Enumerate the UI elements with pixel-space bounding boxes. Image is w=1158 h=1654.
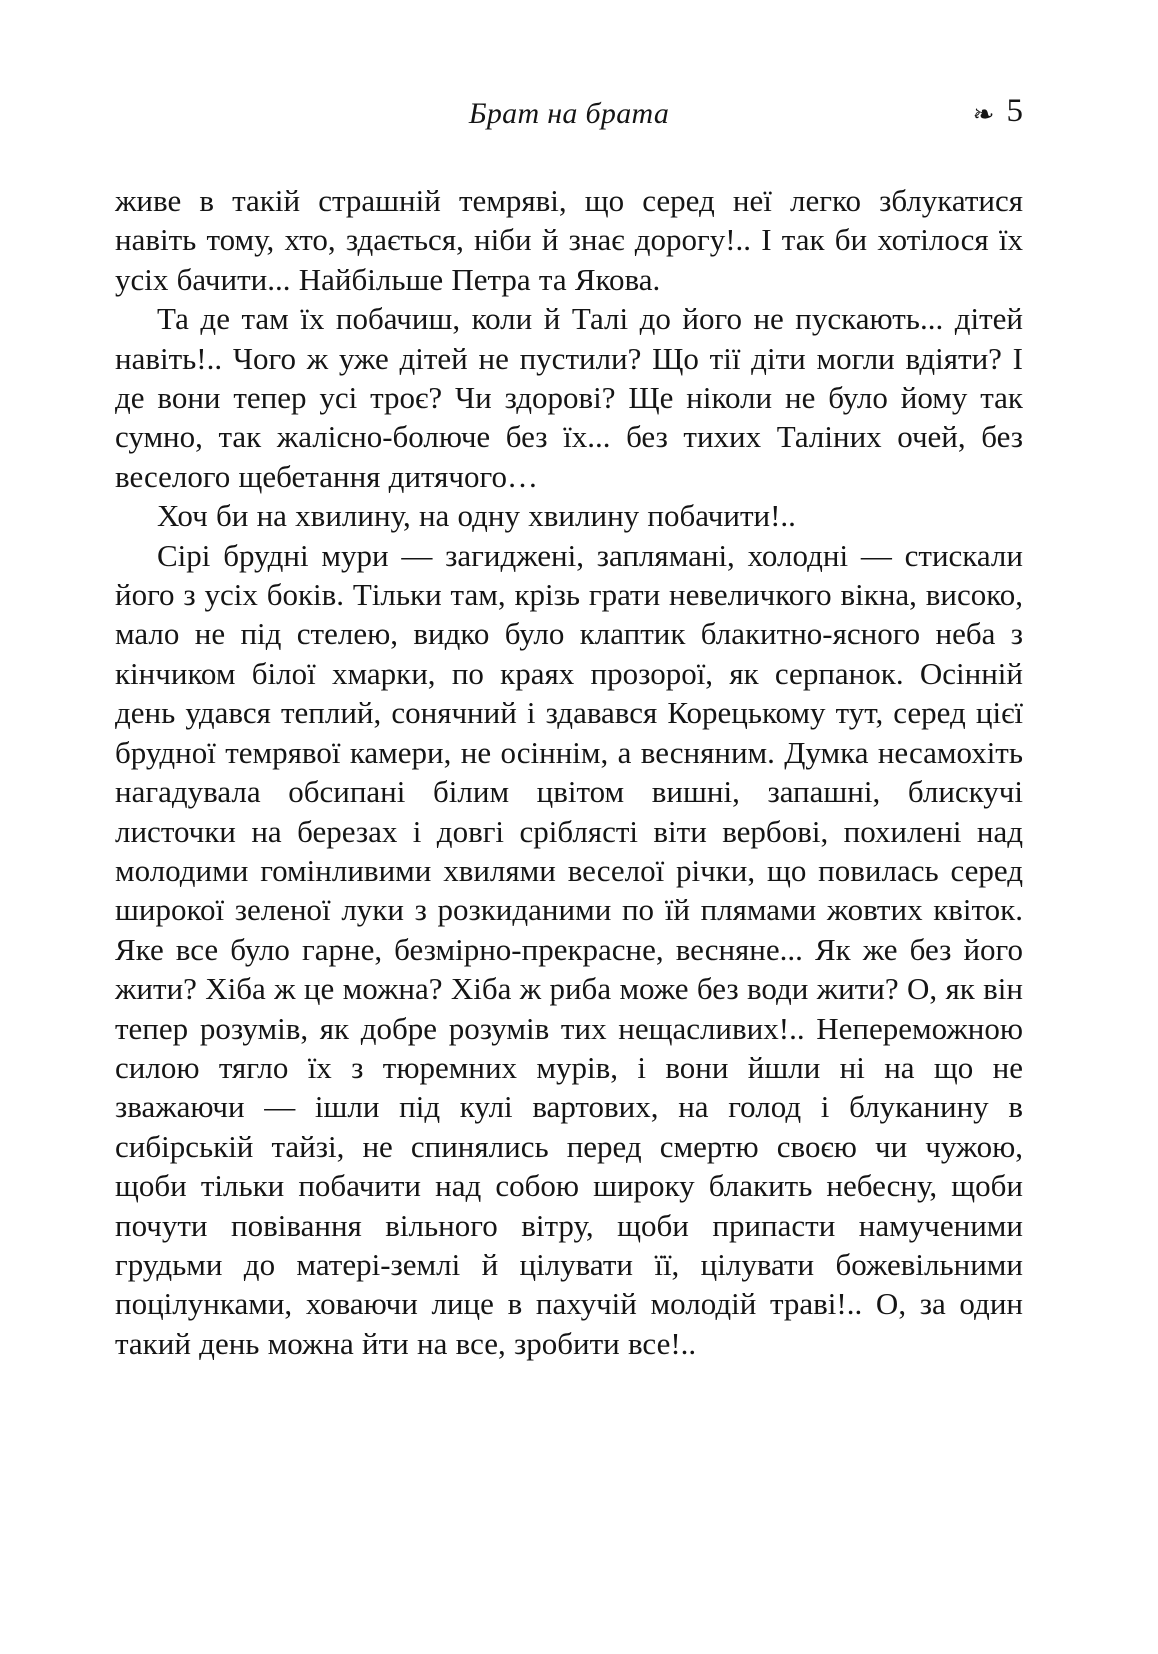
page-number: 5	[1006, 93, 1023, 129]
paragraph: Сірі брудні мури — загиджені, заплямані, холодні — стискали його з усіх боків. Тільки там, крізь грати невеличкого вікна, високо, мало не під стелею, видко було клаптик блакитно-ясного неба з кінчиком білої хмарки, по краях прозорої, як серпанок. Осінній день удався теплий, сонячний і здавався Корецькому тут, серед цієї брудної темрявої камери, не осіннім, а весняним. Думка несамохіть нагадувала обсипані білим цвітом вишні, запашні, блискучі листочки на березах і довгі сріблясті віти вербові, похилені над молодими гомінливими хвилями веселої річки, що повилась серед широкої зеленої луки з розкиданими по їй плямами жовтих квіток. Яке все було гарне, безмірно-прекрасне, весняне... Як же без його жити? Хіба ж це можна? Хіба ж риба може без води жити? О, як він тепер розумів, як добре розумів тих нещасливих!.. Непереможною силою тягло їх з тюремних мурів, і вони йшли ні на що не зважаючи — ішли під кулі вартових, на голод і блуканину в сибірській тайзі, не спинялись перед смертю своєю чи чужою, щоби тільки побачити над собою широку блакить небесну, щоби почути повівання вільного вітру, щоби припасти намученими грудьми до матері-землі й цілувати її, цілувати божевільними поцілунками, ховаючи лице в пахучій молодій траві!.. О, за один такий день можна йти на все, зробити все!..	[115, 537, 1023, 1361]
page-number-group	[973, 95, 1023, 128]
body-text	[115, 181, 1023, 1363]
fleuron-ornament-icon: ❧	[972, 99, 995, 130]
running-title: Брат на брата	[468, 97, 670, 130]
running-header	[115, 95, 1023, 137]
paragraph: Хоч би на хвилину, на одну хвилину побачити!..	[157, 498, 796, 534]
paragraph: Та де там їх побачиш, коли й Талі до його не пускають... дітей навіть!.. Чого ж уже дітей не пустили? Що тії діти могли вдіяти? І де вони тепер усі троє? Чи здорові? Ще ніколи не було йому так сумно, так жалісно-болюче без їх... без тихих Таліних очей, без веселого щебетання дитячого…	[115, 301, 1023, 494]
paragraph: живе в такій страшній темряві, що серед неї легко зблукатися навіть тому, хто, здається, ніби й знає дорогу!.. І так би хотілося їх усіх бачити... Найбільше Петра та Якова.	[115, 183, 1023, 297]
